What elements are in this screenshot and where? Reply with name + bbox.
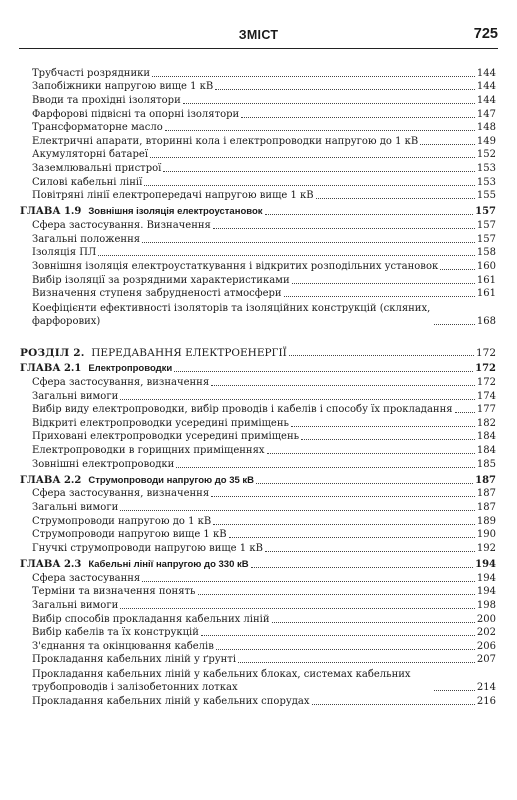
page-header-title: ЗМІСТ [238, 28, 279, 42]
toc-entry-row[interactable] [20, 80, 496, 94]
toc-entry-label: Загальні вимоги [32, 599, 119, 611]
toc-page-number: 194 [476, 572, 496, 584]
toc-entry-row[interactable] [20, 375, 496, 389]
leader-dots [201, 635, 475, 636]
leader-dots [163, 171, 475, 172]
toc-page-number: 152 [476, 149, 496, 161]
toc-page-number: 158 [476, 247, 496, 259]
chapter-number: ГЛАВА 2.2 [20, 474, 82, 486]
section-page: 172 [475, 347, 496, 360]
leader-dots [144, 185, 475, 186]
toc-page-number: 207 [476, 654, 496, 666]
toc-chapter-row[interactable] [20, 471, 496, 487]
toc-entry-row[interactable] [20, 273, 496, 287]
toc-entry-row[interactable] [20, 487, 496, 501]
leader-dots [316, 198, 475, 199]
toc-entry-row[interactable] [20, 121, 496, 135]
chapter-number: ГЛАВА 2.1 [20, 363, 82, 375]
toc-entry-row[interactable] [20, 218, 496, 232]
toc-page-number: 185 [476, 458, 496, 470]
toc-entry-row[interactable] [20, 694, 496, 708]
leader-dots [98, 255, 475, 256]
toc-entry-label: Сфера застосування, визначення [32, 488, 210, 500]
toc-entry-row[interactable] [20, 134, 496, 148]
toc-entry-label: Терміни та визначення понять [32, 586, 196, 598]
toc-entry-row[interactable] [20, 189, 496, 203]
page-header [19, 26, 498, 49]
toc-chapter-row[interactable] [20, 555, 496, 571]
toc-page-number: 187 [475, 474, 496, 486]
toc-entry-label: Сфера застосування. Визначення [32, 220, 211, 232]
toc-page-number: 192 [476, 542, 496, 554]
toc-page-number: 198 [476, 599, 496, 611]
toc-page-number: 174 [476, 390, 496, 402]
leader-dots [434, 690, 475, 691]
section-number: РОЗДІЛ 2. [20, 347, 85, 360]
leader-dots [434, 324, 475, 325]
toc-entry-label: Відкриті електропроводки усередині приміщень [32, 417, 289, 429]
leader-dots [301, 439, 475, 440]
toc-entry-label: Запобіжники напругою вище 1 кВ [32, 81, 214, 93]
leader-dots [176, 467, 475, 468]
leader-dots [241, 117, 475, 118]
leader-dots [265, 214, 474, 215]
toc-entry-row[interactable] [20, 403, 496, 417]
toc-page-number: 172 [475, 363, 496, 375]
toc-entry-label: Сфера застосування, визначення [32, 376, 210, 388]
toc-entry-row[interactable] [20, 107, 496, 121]
toc-entry-row[interactable] [20, 161, 496, 175]
toc-page-number: 157 [475, 206, 496, 218]
toc-entry-label: Прокладання кабельних ліній у кабельних блоках, системах кабельних трубопроводів і залізобетонних лотках [32, 669, 411, 694]
toc-entry-row[interactable] [20, 528, 496, 542]
toc-page-number: 206 [476, 640, 496, 652]
leader-dots [440, 269, 475, 270]
leader-dots [211, 385, 475, 386]
toc-entry-label: Акумуляторні батареї [32, 149, 149, 161]
toc-page-number: 161 [476, 288, 496, 300]
toc-page-number: 168 [476, 316, 496, 328]
leader-dots [198, 594, 475, 595]
toc-entry-label: Загальні вимоги [32, 390, 119, 402]
toc-entry-row[interactable] [20, 66, 496, 80]
toc-section-row[interactable] [20, 342, 496, 359]
leader-dots [256, 483, 473, 484]
toc-chapter-row[interactable] [20, 202, 496, 218]
toc-page-number: 214 [476, 682, 496, 694]
toc-entry-label: Вводи та прохідні ізолятори [32, 94, 181, 106]
chapter-number: ГЛАВА 2.3 [20, 558, 82, 570]
toc-entry-row[interactable] [20, 300, 496, 328]
toc-entry-label: Вибір кабелів та їх конструкцій [32, 627, 199, 639]
toc-entry-label: Коефіцієнти ефективності ізоляторів та ізоляційних конструкцій (скляних, фарфорових) [32, 303, 431, 328]
toc-gap [20, 328, 496, 342]
toc-page-number: 177 [476, 404, 496, 416]
toc-entry-row[interactable] [20, 93, 496, 107]
toc-entry-row[interactable] [20, 585, 496, 599]
toc-page-number: 161 [476, 274, 496, 286]
toc-entry-row[interactable] [20, 287, 496, 301]
toc-page-number: 189 [476, 515, 496, 527]
chapter-title: Електропроводки [88, 363, 173, 375]
toc-entry-row[interactable] [20, 541, 496, 555]
toc-entry-label: Заземлювальні пристрої [32, 163, 162, 175]
leader-dots [420, 144, 475, 145]
toc-page-number: 200 [476, 613, 496, 625]
toc-page-number: 144 [476, 67, 496, 79]
leader-dots [455, 412, 475, 413]
toc-entry-label: Вибір способів прокладання кабельних ліній [32, 613, 270, 625]
toc-entry-label: Зовнішня ізоляція електроустаткування і відкритих розподільних установок [32, 260, 439, 272]
toc-page-number: 216 [476, 696, 496, 708]
leader-dots [272, 622, 475, 623]
leader-dots [142, 581, 475, 582]
toc-page-number: 157 [476, 233, 496, 245]
toc-page-number: 202 [476, 627, 496, 639]
toc-group-1 [20, 66, 496, 328]
toc-page-number: 190 [476, 529, 496, 541]
toc-page-number: 172 [476, 376, 496, 388]
toc-entry-row[interactable] [20, 443, 496, 457]
toc-page-number: 184 [476, 445, 496, 457]
toc-entry-row[interactable] [20, 246, 496, 260]
leader-dots [284, 296, 475, 297]
table-of-contents [20, 66, 496, 708]
toc-entry-row[interactable] [20, 457, 496, 471]
leader-dots [165, 130, 475, 131]
page-number: 725 [473, 26, 498, 42]
toc-page-number: 153 [476, 176, 496, 188]
toc-entry-label: Вибір ізоляції за розрядними характеристиками [32, 274, 290, 286]
chapter-title: Струмопроводи напругою до 35 кВ [88, 474, 255, 486]
toc-entry-row[interactable] [20, 175, 496, 189]
toc-entry-label: Електропроводки в горищних приміщеннях [32, 445, 265, 457]
toc-entry-label: Електричні апарати, вторинні кола і електропроводки напругою до 1 кВ [32, 135, 419, 147]
toc-entry-label: Фарфорові підвісні та опорні ізолятори [32, 108, 240, 120]
toc-page-number: 144 [476, 81, 496, 93]
toc-entry-label: Струмопроводи напругою вище 1 кВ [32, 529, 227, 541]
toc-page-number: 147 [476, 108, 496, 120]
toc-page-number: 155 [476, 190, 496, 202]
toc-page-number: 157 [476, 220, 496, 232]
toc-page-number: 184 [476, 431, 496, 443]
toc-entry-row[interactable] [20, 514, 496, 528]
toc-entry-row[interactable] [20, 666, 496, 694]
toc-entry-row[interactable] [20, 430, 496, 444]
leader-dots [289, 355, 474, 356]
toc-entry-label: Загальні положення [32, 233, 141, 245]
leader-dots [142, 242, 475, 243]
toc-page-number: 194 [476, 586, 496, 598]
toc-page-number: 153 [476, 163, 496, 175]
toc-entry-label: Силові кабельні лінії [32, 176, 143, 188]
leader-dots [312, 704, 475, 705]
toc-entry-label: Вибір виду електропроводки, вибір проводів і кабелів і способу їх прокладання [32, 404, 453, 416]
leader-dots [238, 662, 475, 663]
leader-dots [120, 608, 475, 609]
chapter-title: Кабельні лінії напругою до 330 кВ [88, 558, 249, 570]
toc-entry-row[interactable] [20, 416, 496, 430]
toc-entry-label: Приховані електропроводки усередині приміщень [32, 431, 300, 443]
toc-page-number: 149 [476, 135, 496, 147]
toc-chapter-row[interactable] [20, 359, 496, 375]
toc-page-number: 182 [476, 417, 496, 429]
toc-entry-row[interactable] [20, 626, 496, 640]
leader-dots [150, 157, 475, 158]
toc-entry-row[interactable] [20, 639, 496, 653]
toc-entry-row[interactable] [20, 232, 496, 246]
leader-dots [183, 103, 475, 104]
toc-entry-label: Повітряні лінії електропередачі напругою вище 1 кВ [32, 190, 314, 202]
leader-dots [291, 426, 475, 427]
toc-entry-row[interactable] [20, 148, 496, 162]
chapter-title: Зовнішня ізоляція електроустановок [88, 206, 263, 218]
toc-entry-row[interactable] [20, 653, 496, 667]
toc-entry-label: Струмопроводи напругою до 1 кВ [32, 515, 212, 527]
leader-dots [213, 228, 475, 229]
leader-dots [174, 371, 473, 372]
toc-page-number: 148 [476, 122, 496, 134]
leader-dots [213, 524, 475, 525]
leader-dots [152, 76, 475, 77]
leader-dots [251, 567, 473, 568]
toc-entry-row[interactable] [20, 389, 496, 403]
toc-page-number: 187 [476, 488, 496, 500]
toc-entry-label: Сфера застосування [32, 572, 141, 584]
toc-entry-label: Прокладання кабельних ліній у кабельних спорудах [32, 696, 310, 708]
toc-entry-label: Гнучкі струмопроводи напругою вище 1 кВ [32, 542, 263, 554]
leader-dots [229, 537, 475, 538]
toc-entry-row[interactable] [20, 598, 496, 612]
toc-entry-row[interactable] [20, 500, 496, 514]
toc-entry-label: Загальні вимоги [32, 502, 119, 514]
toc-page-number: 187 [476, 502, 496, 514]
toc-entry-row[interactable] [20, 612, 496, 626]
leader-dots [215, 89, 475, 90]
toc-entry-row[interactable] [20, 259, 496, 273]
toc-entry-label: З'єднання та окінцювання кабелів [32, 640, 214, 652]
leader-dots [265, 551, 475, 552]
leader-dots [216, 649, 475, 650]
toc-entry-label: Прокладання кабельних ліній у ґрунті [32, 654, 237, 666]
leader-dots [292, 283, 475, 284]
toc-page-number: 160 [476, 260, 496, 272]
toc-page-number: 144 [476, 94, 496, 106]
toc-entry-row[interactable] [20, 571, 496, 585]
leader-dots [267, 453, 475, 454]
leader-dots [120, 510, 475, 511]
toc-entry-label: Зовнішні електропроводки [32, 458, 175, 470]
toc-entry-label: Ізоляція ПЛ [32, 247, 97, 259]
toc-entry-label: Трубчасті розрядники [32, 67, 151, 79]
chapter-number: ГЛАВА 1.9 [20, 206, 82, 218]
toc-group-2 [20, 359, 496, 708]
toc-page-number: 194 [475, 558, 496, 570]
section-title: ПЕРЕДАВАННЯ ЕЛЕКТРОЕНЕРГІЇ [91, 347, 287, 360]
leader-dots [211, 496, 475, 497]
toc-entry-label: Трансформаторне масло [32, 122, 163, 134]
toc-entry-label: Визначення ступеня забрудненості атмосфери [32, 288, 282, 300]
leader-dots [120, 399, 475, 400]
